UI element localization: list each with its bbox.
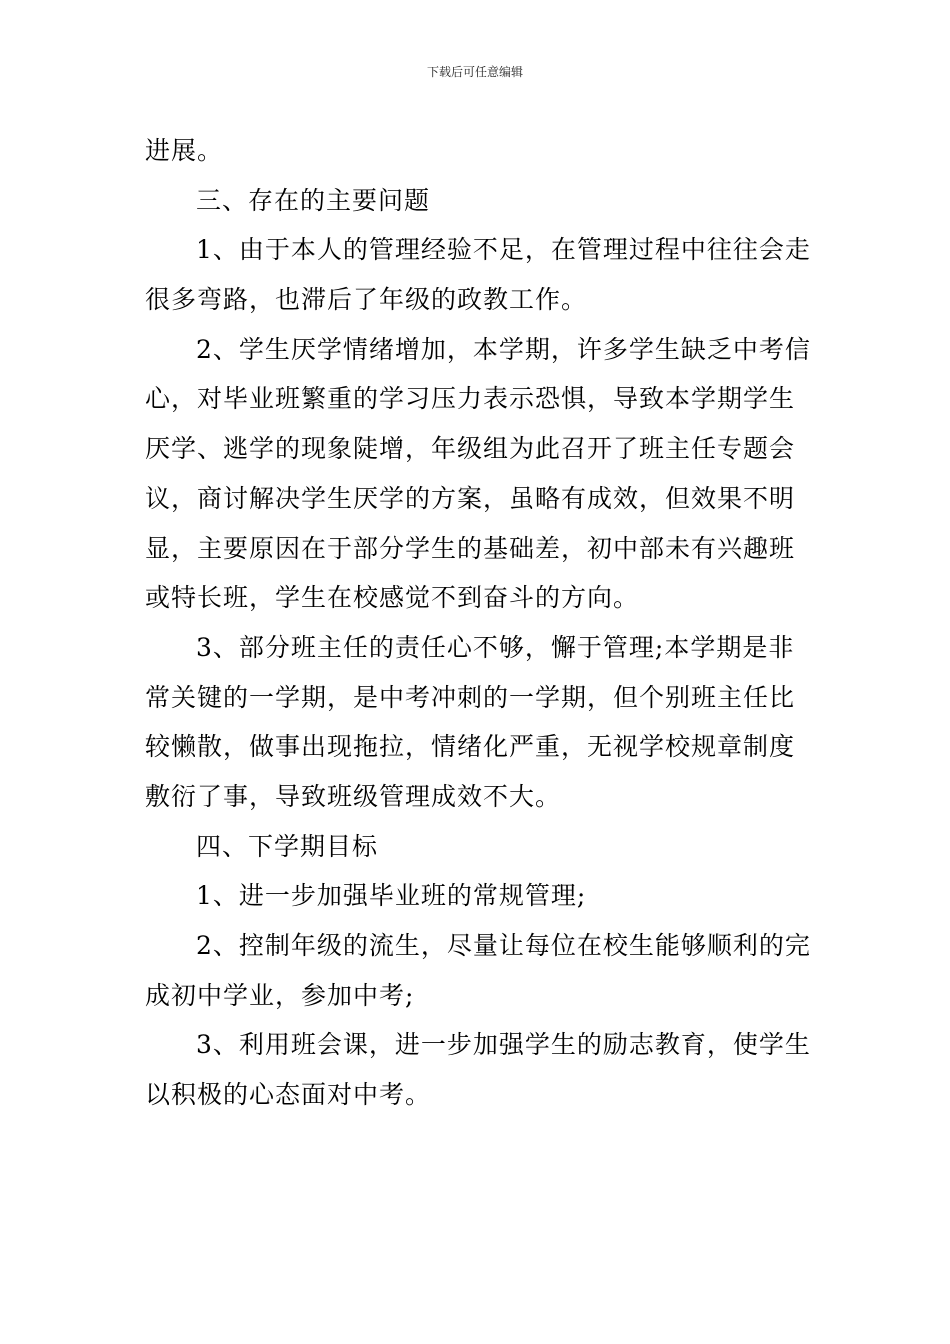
document-body: [145, 126, 811, 1120]
text-line: 议，商讨解决学生厌学的方案，虽略有成效，但效果不明: [145, 483, 796, 513]
section-heading: 三、存在的主要问题: [196, 185, 431, 215]
text-line: 较懒散，做事出现拖拉，情绪化严重，无视学校规章制度: [145, 732, 796, 762]
text-line: 1、由于本人的管理经验不足，在管理过程中往往会走: [196, 235, 811, 265]
text-line: 显，主要原因在于部分学生的基础差，初中部未有兴趣班: [145, 533, 796, 563]
section-heading: 四、下学期目标: [196, 831, 379, 861]
text-line: 3、利用班会课，进一步加强学生的励志教育，使学生: [196, 1030, 811, 1060]
text-line: 以积极的心态面对中考。: [145, 1080, 432, 1110]
text-line: 敷衍了事，导致班级管理成效不大。: [145, 781, 562, 811]
text-line: 心，对毕业班繁重的学习压力表示恐惧，导致本学期学生: [145, 384, 796, 414]
text-line: 或特长班，学生在校感觉不到奋斗的方向。: [145, 583, 640, 613]
text-line: 1、进一步加强毕业班的常规管理;: [196, 881, 587, 911]
page-header: 下载后可任意编辑: [426, 65, 523, 79]
text-line: 常关键的一学期，是中考冲刺的一学期，但个别班主任比: [145, 682, 796, 712]
text-line: 进展。: [145, 136, 224, 165]
text-line: 成初中学业，参加中考;: [145, 980, 415, 1010]
text-line: 2、控制年级的流生，尽量让每位在校生能够顺利的完: [196, 931, 811, 960]
text-line: 厌学、逃学的现象陡增，年级组为此召开了班主任专题会: [145, 434, 796, 464]
text-line: 很多弯路，也滞后了年级的政教工作。: [145, 285, 588, 315]
text-line: 2、学生厌学情绪增加，本学期，许多学生缺乏中考信: [196, 334, 811, 364]
text-line: 3、部分班主任的责任心不够，懈于管理;本学期是非: [196, 632, 795, 662]
